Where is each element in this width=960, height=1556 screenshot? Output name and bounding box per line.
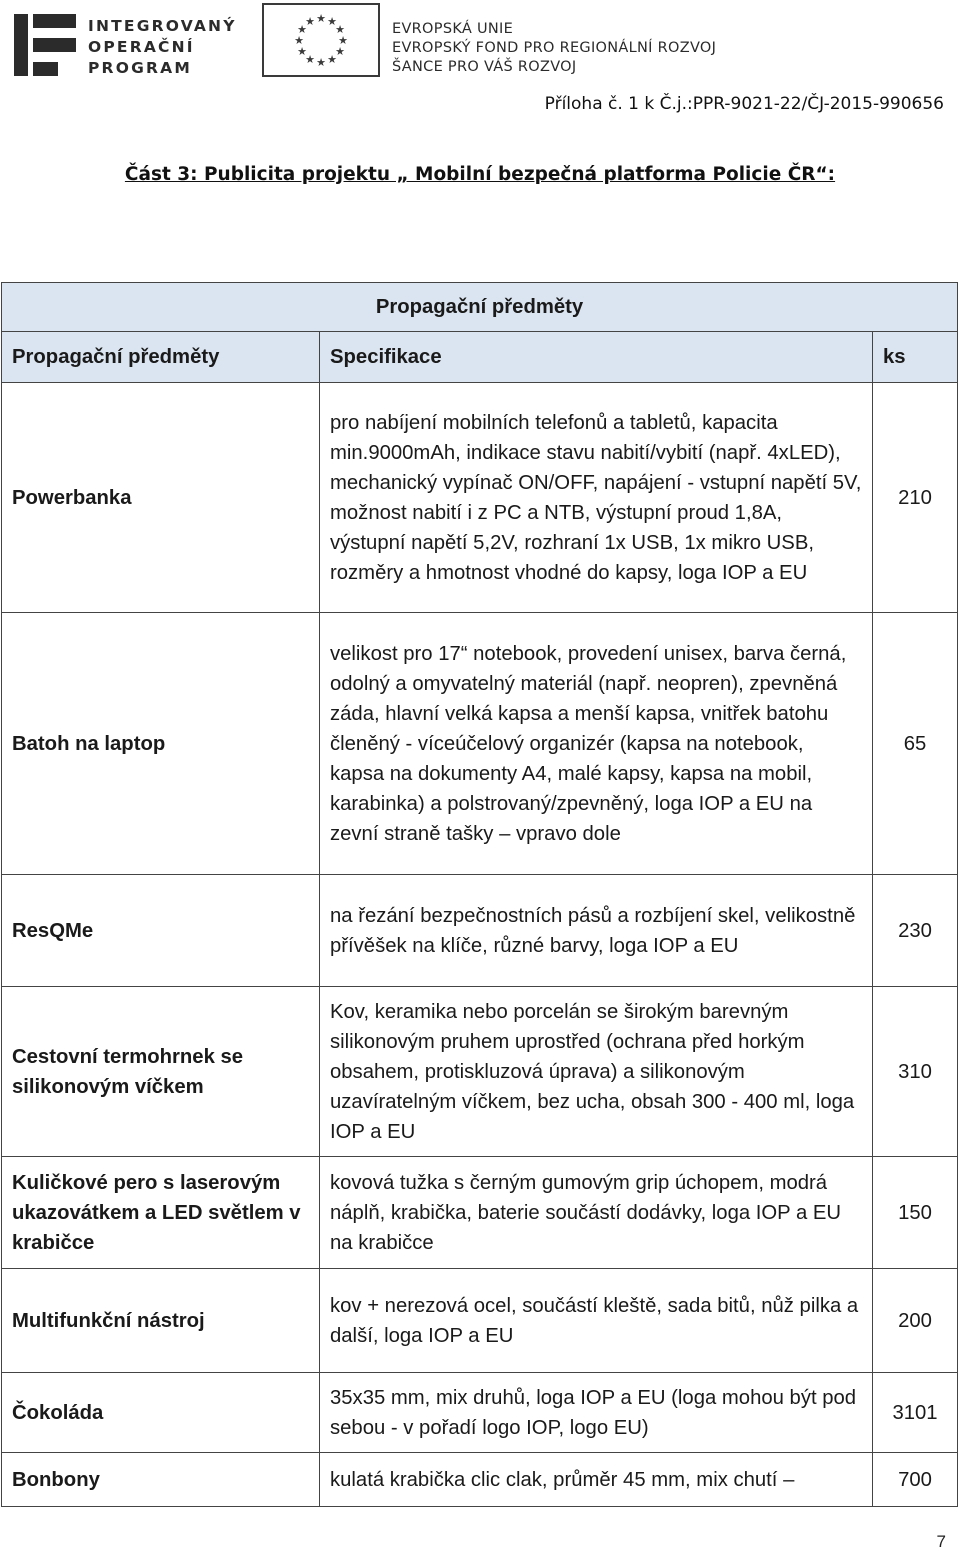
- svg-text:★: ★: [327, 15, 337, 28]
- table-caption: Propagační předměty: [2, 283, 958, 332]
- items-table: [1, 282, 958, 1507]
- item-name: Bonbony: [2, 1453, 320, 1507]
- item-spec: velikost pro 17“ notebook, provedení unisex, barva černá, odolný a omyvatelný materiál (např. neopren), zpevněná záda, hlavní velká kapsa a menší kapsa, vnitřek batohu členěný - víceúčelový organizér (kapsa na notebook, kapsa na dokumenty A4, malé kapsy, kapsa na mobil, karabinka) a polstrovaný/zpevněný, loga IOP a EU na zevní straně tašky – vpravo dole: [320, 613, 873, 875]
- item-name: Powerbanka: [2, 383, 320, 613]
- table-row: [2, 1269, 958, 1373]
- item-qty: 3101: [873, 1373, 958, 1453]
- column-header-item: Propagační předměty: [2, 332, 320, 383]
- item-spec: kovová tužka s černým gumovým grip úchopem, modrá náplň, krabička, baterie součástí dodávky, loga IOP a EU na krabičce: [320, 1157, 873, 1269]
- item-spec: Kov, keramika nebo porcelán se širokým barevným silikonovým pruhem uprostřed (ochrana před horkým obsahem, protiskluzová úprava) a silikonovým uzavíratelným víčkem, bez ucha, obsah 300 - 400 ml, loga IOP a EU: [320, 987, 873, 1157]
- eu-flag-icon: [262, 3, 380, 77]
- table-row: [2, 1453, 958, 1507]
- svg-text:★: ★: [338, 34, 348, 47]
- svg-text:★: ★: [316, 56, 326, 69]
- iop-logo-line: INTEGROVANÝ: [88, 17, 237, 35]
- item-qty: 230: [873, 875, 958, 987]
- item-spec: na řezání bezpečnostních pásů a rozbíjení skel, velikostně přívěšek na klíče, různé barvy, loga IOP a EU: [320, 875, 873, 987]
- item-qty: 700: [873, 1453, 958, 1507]
- item-qty: 150: [873, 1157, 958, 1269]
- item-name: Batoh na laptop: [2, 613, 320, 875]
- svg-text:★: ★: [297, 45, 307, 58]
- item-name: Kuličkové pero s laserovým ukazovátkem a LED světlem v krabičce: [2, 1157, 320, 1269]
- item-qty: 65: [873, 613, 958, 875]
- page-title: Část 3: Publicita projektu „ Mobilní bezpečná platforma Policie ČR“:: [124, 164, 836, 185]
- svg-text:★: ★: [297, 23, 307, 36]
- iop-logo-line: OPERAČNÍ: [88, 38, 195, 56]
- table-row: [2, 1373, 958, 1453]
- item-spec: kulatá krabička clic clak, průměr 45 mm, mix chutí –: [320, 1453, 873, 1507]
- svg-text:★: ★: [335, 45, 345, 58]
- document-reference: Příloha č. 1 k Č.j.:PPR-9021-22/ČJ-2015-990656: [544, 94, 944, 114]
- item-qty: 210: [873, 383, 958, 613]
- item-spec: kov + nerezová ocel, součástí kleště, sada bitů, nůž pilka a další, loga IOP a EU: [320, 1269, 873, 1373]
- iop-logo: [14, 14, 237, 79]
- item-name: Čokoláda: [2, 1373, 320, 1453]
- table-row: [2, 613, 958, 875]
- item-name: Cestovní termohrnek se silikonovým víčkem: [2, 987, 320, 1157]
- eu-text-line: ŠANCE PRO VÁŠ ROZVOJ: [392, 59, 577, 75]
- item-qty: 310: [873, 987, 958, 1157]
- svg-text:★: ★: [316, 12, 326, 25]
- item-qty: 200: [873, 1269, 958, 1373]
- iop-emblem-icon: [14, 14, 76, 76]
- eu-text-line: EVROPSKÝ FOND PRO REGIONÁLNÍ ROZVOJ: [392, 40, 717, 56]
- column-header-spec: Specifikace: [320, 332, 873, 383]
- table-row: [2, 1157, 958, 1269]
- svg-text:★: ★: [327, 53, 337, 66]
- svg-text:★: ★: [294, 34, 304, 47]
- page-number: 7: [936, 1532, 946, 1551]
- column-header-qty: ks: [873, 332, 958, 383]
- table-row: [2, 987, 958, 1157]
- svg-text:★: ★: [305, 53, 315, 66]
- item-name: Multifunkční nástroj: [2, 1269, 320, 1373]
- table-title-row: [2, 283, 958, 332]
- item-spec: 35x35 mm, mix druhů, loga IOP a EU (loga mohou být pod sebou - v pořadí logo IOP, logo EU): [320, 1373, 873, 1453]
- svg-text:★: ★: [335, 23, 345, 36]
- table-row: [2, 875, 958, 987]
- item-spec: pro nabíjení mobilních telefonů a tabletů, kapacita min.9000mAh, indikace stavu nabití/vybití (např. 4xLED), mechanický vypínač ON/OFF, napájení - vstupní napětí 5V, možnost nabití i z PC a NTB, výstupní proud 1,8A, výstupní napětí 5,2V, rozhraní 1x USB, 1x mikro USB, rozměry a hmotnost vhodné do kapsy, loga IOP a EU: [320, 383, 873, 613]
- eu-text-line: EVROPSKÁ UNIE: [392, 21, 514, 37]
- table-header-row: [2, 332, 958, 383]
- table-row: [2, 383, 958, 613]
- svg-text:★: ★: [305, 15, 315, 28]
- iop-logo-line: PROGRAM: [88, 59, 192, 77]
- item-name: ResQMe: [2, 875, 320, 987]
